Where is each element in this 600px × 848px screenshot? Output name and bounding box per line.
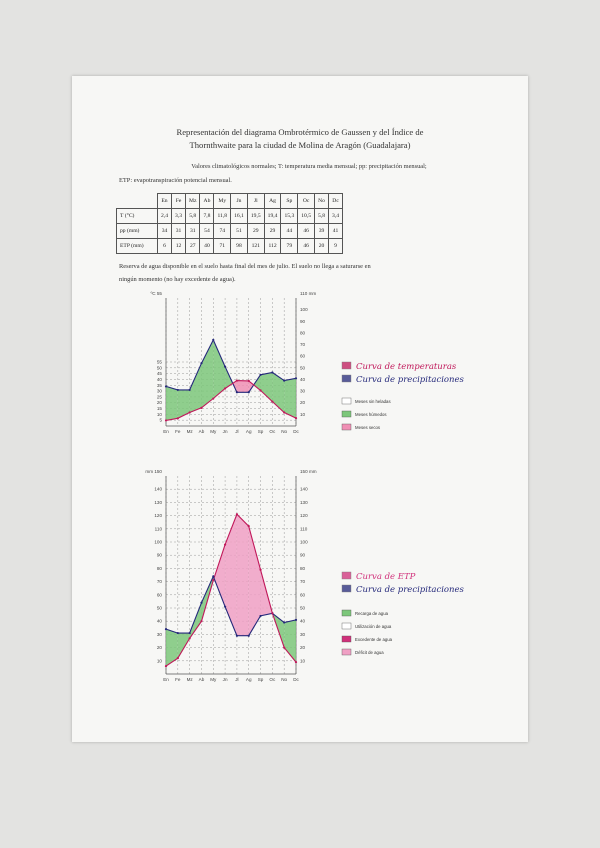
table-cell: 54	[200, 224, 214, 239]
table-row-header: pp (mm)	[117, 224, 158, 239]
series-point-precipitation	[189, 637, 191, 639]
area-segment	[284, 620, 296, 662]
series-point-precipitation	[224, 366, 226, 368]
table-cell: 9	[329, 239, 343, 254]
y-left-tick-label: 110	[154, 526, 162, 532]
y-right-tick-label: 50	[300, 365, 306, 371]
x-tick-label: My	[210, 429, 217, 434]
series-point-precipitation	[200, 362, 202, 364]
series-point-precipitation	[224, 544, 226, 546]
series-point-precipitation	[283, 647, 285, 649]
table-cell: 20	[315, 239, 329, 254]
series-point-primary	[177, 632, 179, 634]
title-line-2: Thornthwaite para la ciudad de Molina de Aragón (Guadalajara)	[189, 140, 411, 150]
y-left-tick-label: 10	[156, 411, 162, 417]
y-right-tick-label: 60	[300, 353, 306, 359]
table-cell: 5,8	[315, 209, 329, 224]
series-point-precipitation	[295, 661, 297, 663]
y-left-tick-label: 10	[156, 658, 162, 664]
series-point-primary	[200, 602, 202, 604]
series-point-precipitation	[236, 391, 238, 393]
climate-table	[116, 193, 343, 254]
area-segment	[225, 514, 237, 635]
legend-box-label: Déficit de agua	[355, 650, 384, 655]
series-point-primary	[224, 606, 226, 608]
table-cell: 34	[158, 224, 172, 239]
y-right-tick-label: 10	[300, 658, 306, 664]
table-cell: 16,1	[231, 209, 248, 224]
table-header-cell	[117, 194, 158, 209]
gaussen-chart	[142, 286, 322, 446]
legend-swatch	[342, 375, 351, 382]
table-cell: 10,5	[298, 209, 315, 224]
y-right-tick-label: 100	[300, 539, 308, 545]
x-tick-label: Dc	[293, 429, 299, 434]
x-tick-label: No	[281, 677, 288, 682]
table-cell: 121	[247, 239, 264, 254]
y-right-tick-label: 60	[300, 592, 306, 598]
y-left-tick-label: 5	[159, 417, 162, 423]
y-left-tick-label: 90	[156, 552, 162, 558]
legend-box-label: Meses húmedos	[355, 412, 387, 417]
legend-box-label: Excedente de agua	[355, 637, 393, 642]
legend-box	[342, 424, 351, 430]
x-tick-label: Sp	[257, 677, 264, 682]
document-title	[72, 126, 528, 152]
table-cell: 79	[281, 239, 298, 254]
y-right-tick-label: 110	[300, 526, 308, 532]
table-header-cell: No	[315, 194, 329, 209]
table-header-cell: Ag	[264, 194, 281, 209]
y-right-top-label: 150 mm	[300, 469, 317, 474]
y-left-tick-label: 35	[156, 382, 162, 388]
table-cell: 112	[264, 239, 281, 254]
series-point-primary	[236, 635, 238, 637]
x-tick-label: No	[281, 429, 288, 434]
x-tick-label: Sp	[257, 429, 264, 434]
table-row	[117, 209, 343, 224]
series-point-primary	[165, 628, 167, 630]
legend-swatch	[342, 585, 351, 592]
y-left-tick-label: 70	[156, 579, 162, 585]
y-left-tick-label: 140	[154, 486, 162, 492]
y-right-tick-label: 30	[300, 388, 306, 394]
table-row-header: T (°C)	[117, 209, 158, 224]
table-cell: 46	[298, 239, 315, 254]
y-left-top-label: ºC 55	[150, 291, 162, 296]
y-left-top-label: mm 150	[145, 469, 162, 474]
y-right-top-label: 110 mm	[300, 291, 317, 296]
legend-swatch	[342, 362, 351, 369]
y-left-tick-label: 50	[156, 605, 162, 611]
table-cell: 40	[200, 239, 214, 254]
series-point-primary	[165, 419, 167, 421]
table-cell: 98	[231, 239, 248, 254]
legend-box	[342, 610, 351, 616]
series-point-primary	[200, 407, 202, 409]
y-left-tick-label: 20	[156, 400, 162, 406]
y-left-tick-label: 30	[156, 388, 162, 394]
y-right-tick-label: 140	[300, 486, 308, 492]
area-segment	[190, 363, 202, 412]
series-point-precipitation	[271, 612, 273, 614]
y-left-tick-label: 50	[156, 365, 162, 371]
table-header-cell: Mz	[186, 194, 200, 209]
series-point-precipitation	[259, 569, 261, 571]
intro-line-1: Valores climatológicos normales; T: temperatura media mensual; pp: precipitación mensual;	[191, 163, 427, 170]
legend-hand-label: Curva de temperaturas	[356, 362, 457, 372]
series-point-precipitation	[200, 620, 202, 622]
table-cell: 31	[172, 224, 186, 239]
y-left-tick-label: 45	[156, 371, 162, 377]
series-point-primary	[295, 619, 297, 621]
series-point-primary	[212, 575, 214, 577]
table-cell: 7,8	[200, 209, 214, 224]
x-tick-label: Mz	[186, 429, 193, 434]
intro-text	[119, 160, 499, 188]
table-cell: 51	[231, 224, 248, 239]
area-segment	[166, 386, 178, 420]
area-segment	[178, 390, 190, 418]
legend-hand-label: Curva de ETP	[356, 572, 416, 582]
table-header-cell: En	[158, 194, 172, 209]
series-point-primary	[236, 380, 238, 382]
x-tick-label: Jn	[222, 429, 228, 434]
table-cell: 74	[214, 224, 231, 239]
x-tick-label: Ab	[198, 677, 205, 682]
y-right-tick-label: 100	[300, 307, 308, 313]
y-right-tick-label: 50	[300, 605, 306, 611]
title-line-1: Representación del diagrama Ombrotérmico de Gaussen y del Índice de	[176, 127, 424, 137]
table-header-cell: Jn	[231, 194, 248, 209]
note-line-1: Reserva de agua disponible en el suelo hasta final del mes de julio. El suelo no llega a saturarse en	[119, 263, 371, 270]
legend-box	[342, 411, 351, 417]
y-right-tick-label: 10	[300, 411, 306, 417]
table-cell: 2,4	[158, 209, 172, 224]
y-left-tick-label: 40	[156, 618, 162, 624]
series-point-precipitation	[236, 513, 238, 515]
area-segment	[284, 378, 296, 418]
gaussen-legend	[340, 362, 510, 442]
series-point-precipitation	[177, 389, 179, 391]
legend-hand-label: Curva de precipitaciones	[356, 585, 464, 595]
series-point-precipitation	[212, 339, 214, 341]
x-tick-label: Jn	[222, 677, 228, 682]
x-tick-label: Oc	[269, 677, 276, 682]
table-header-cell: Sp	[281, 194, 298, 209]
y-right-tick-label: 40	[300, 618, 306, 624]
series-point-primary	[248, 635, 250, 637]
y-left-tick-label: 30	[156, 631, 162, 637]
series-point-precipitation	[248, 391, 250, 393]
series-point-precipitation	[165, 385, 167, 387]
note-line-2: ningún momento (no hay excedente de agua).	[119, 276, 236, 283]
table-row	[117, 239, 343, 254]
y-right-tick-label: 120	[300, 513, 308, 519]
y-left-tick-label: 25	[156, 394, 162, 400]
legend-box-label: Meses secos	[355, 425, 381, 430]
x-tick-label: Fe	[175, 429, 181, 434]
y-left-tick-label: 120	[154, 513, 162, 519]
series-point-precipitation	[259, 374, 261, 376]
table-cell: 12	[172, 239, 186, 254]
x-tick-label: Jl	[235, 677, 239, 682]
series-point-primary	[177, 417, 179, 419]
table-cell: 19,5	[247, 209, 264, 224]
area-segment	[202, 340, 214, 408]
x-tick-label: En	[163, 429, 169, 434]
y-left-tick-label: 80	[156, 565, 162, 571]
legend-box-label: Recarga de agua	[355, 611, 388, 616]
series-point-primary	[271, 400, 273, 402]
y-left-tick-label: 55	[156, 359, 162, 365]
series-point-primary	[189, 411, 191, 413]
table-header-cell: Jl	[247, 194, 264, 209]
y-right-tick-label: 20	[300, 400, 306, 406]
table-cell: 5,8	[186, 209, 200, 224]
series-point-precipitation	[295, 377, 297, 379]
area-segment	[214, 545, 225, 607]
x-tick-label: Dc	[293, 677, 299, 682]
table-row-header: ETP (mm)	[117, 239, 158, 254]
series-point-precipitation	[271, 371, 273, 373]
legend-box-label: Utilización de agua	[355, 624, 392, 629]
y-left-tick-label: 100	[154, 539, 162, 545]
series-point-precipitation	[283, 380, 285, 382]
y-right-tick-label: 70	[300, 579, 306, 585]
series-point-precipitation	[248, 525, 250, 527]
legend-box	[342, 636, 351, 642]
table-header-cell: My	[214, 194, 231, 209]
y-right-tick-label: 80	[300, 330, 306, 336]
y-right-tick-label: 40	[300, 376, 306, 382]
thornthwaite-legend	[340, 572, 510, 682]
table-cell: 11,8	[214, 209, 231, 224]
series-point-primary	[212, 397, 214, 399]
series-point-precipitation	[189, 389, 191, 391]
table-header-cell: Fe	[172, 194, 186, 209]
y-right-tick-label: 90	[300, 552, 306, 558]
legend-box	[342, 398, 351, 404]
x-tick-label: My	[210, 677, 217, 682]
legend-box	[342, 623, 351, 629]
table-cell: 39	[315, 224, 329, 239]
series-point-precipitation	[177, 657, 179, 659]
area-segment	[237, 514, 249, 635]
soil-note	[119, 260, 419, 286]
series-point-primary	[295, 417, 297, 419]
y-right-tick-label: 130	[300, 499, 308, 505]
series-point-primary	[283, 621, 285, 623]
y-right-tick-label: 90	[300, 318, 306, 324]
table-cell: 6	[158, 239, 172, 254]
y-right-tick-label: 80	[300, 565, 306, 571]
table-cell: 15,3	[281, 209, 298, 224]
x-tick-label: Fe	[175, 677, 181, 682]
legend-box-label: Meses sin heladas	[355, 399, 391, 404]
series-point-primary	[224, 387, 226, 389]
table-cell: 31	[186, 224, 200, 239]
intro-line-2: ETP: evapotranspiración potencial mensual.	[119, 177, 232, 184]
x-tick-label: Ag	[245, 677, 252, 682]
table-header-cell: Oc	[298, 194, 315, 209]
document-sheet	[72, 76, 528, 742]
x-tick-label: En	[163, 677, 169, 682]
x-tick-label: Oc	[269, 429, 276, 434]
table-header-cell: Ab	[200, 194, 214, 209]
y-left-tick-label: 40	[156, 376, 162, 382]
series-point-precipitation	[165, 665, 167, 667]
series-point-primary	[189, 632, 191, 634]
table-cell: 29	[247, 224, 264, 239]
x-tick-label: Ag	[245, 429, 252, 434]
series-point-primary	[259, 389, 261, 391]
table-cell: 41	[329, 224, 343, 239]
y-right-tick-label: 70	[300, 342, 306, 348]
table-row	[117, 224, 343, 239]
y-left-tick-label: 130	[154, 499, 162, 505]
table-cell: 29	[264, 224, 281, 239]
series-point-primary	[259, 615, 261, 617]
y-left-tick-label: 15	[156, 406, 162, 412]
y-right-tick-label: 30	[300, 631, 306, 637]
table-cell: 3,3	[172, 209, 186, 224]
series-point-primary	[248, 380, 250, 382]
table-cell: 46	[298, 224, 315, 239]
table-cell: 3,4	[329, 209, 343, 224]
x-tick-label: Jl	[235, 429, 239, 434]
x-tick-label: Ab	[198, 429, 205, 434]
area-segment	[237, 381, 249, 393]
table-cell: 71	[214, 239, 231, 254]
table-cell: 27	[186, 239, 200, 254]
area-segment	[261, 373, 273, 402]
y-left-tick-label: 60	[156, 592, 162, 598]
legend-swatch	[342, 572, 351, 579]
thornthwaite-chart	[142, 464, 322, 694]
y-left-tick-label: 20	[156, 645, 162, 651]
x-tick-label: Mz	[186, 677, 193, 682]
table-header-cell: Dc	[329, 194, 343, 209]
series-point-primary	[283, 411, 285, 413]
table-cell: 44	[281, 224, 298, 239]
y-right-tick-label: 20	[300, 645, 306, 651]
series-point-precipitation	[212, 579, 214, 581]
table-header-row	[117, 194, 343, 209]
table-cell: 19,4	[264, 209, 281, 224]
legend-box	[342, 649, 351, 655]
area-segment	[166, 629, 178, 666]
legend-hand-label: Curva de precipitaciones	[356, 375, 464, 385]
